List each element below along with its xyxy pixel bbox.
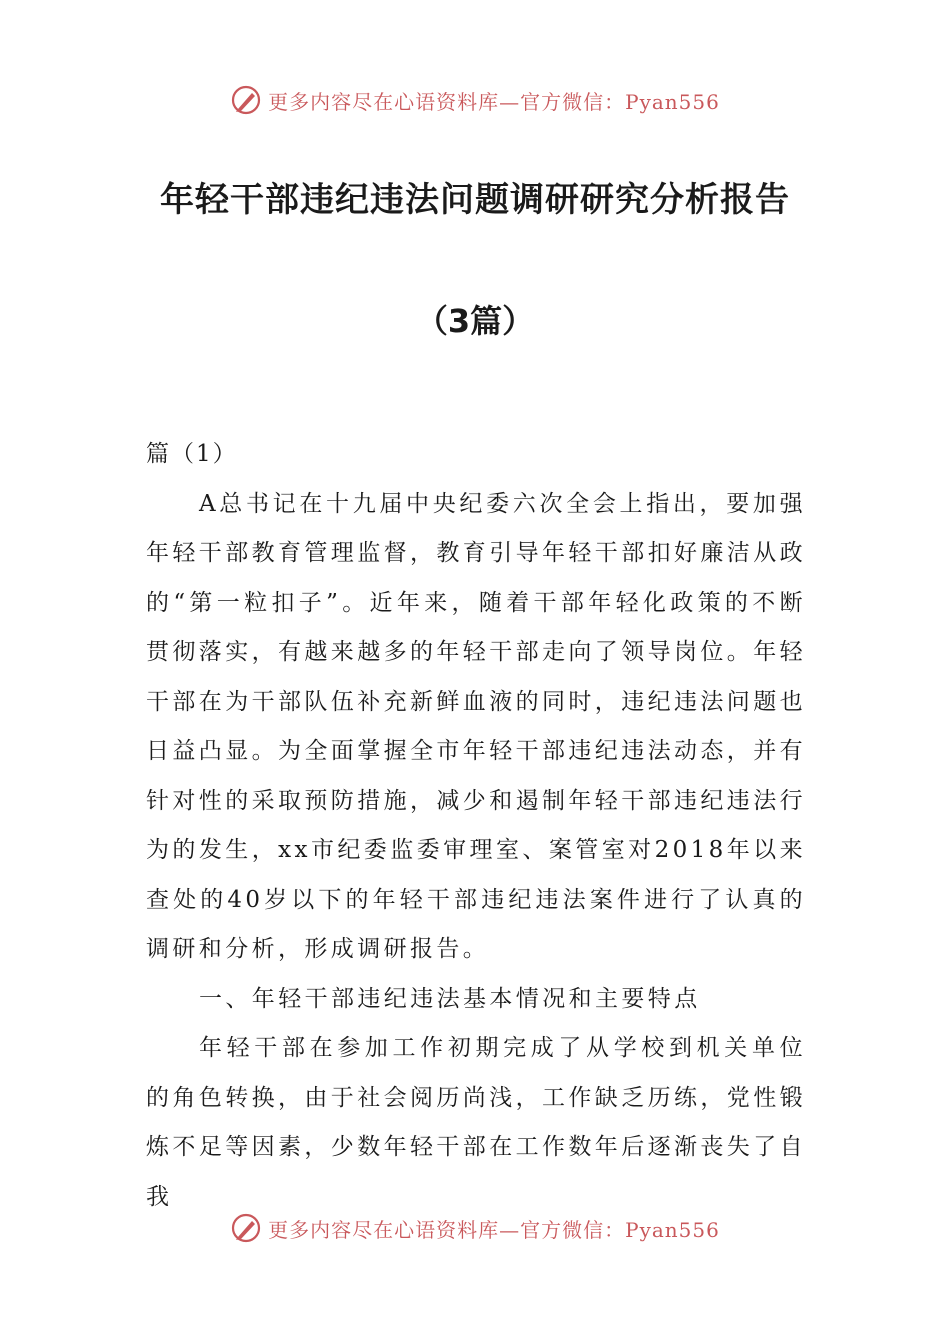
header-watermark: [0, 84, 950, 116]
watermark-text: 更多内容尽在心语资料库—官方微信：Pyan556: [268, 89, 720, 114]
watermark-text: 更多内容尽在心语资料库—官方微信：Pyan556: [268, 1217, 720, 1242]
paragraph: A总书记在十九届中央纪委六次全会上指出，要加强年轻干部教育管理监督，教育引导年轻干部扣好廉洁从政的“第一粒扣子”。近年来，随着干部年轻化政策的不断贯彻落实，有越来越多的年轻干部走向了领导岗位。年轻干部在为干部队伍补充新鲜血液的同时，违纪违法问题也日益凸显。为全面掌握全市年轻干部违纪违法动态，并有针对性的采取预防措施，减少和遏制年轻干部违纪违法行为的发生，xx市纪委监委审理室、案管室对2018年以来查处的40岁以下的年轻干部违纪违法案件进行了认真的调研和分析，形成调研报告。: [146, 490, 806, 962]
document-body: [146, 430, 806, 1222]
pen-logo-icon: [230, 84, 262, 116]
pen-logo-icon: [230, 1212, 262, 1244]
document-subtitle: （3篇）: [415, 302, 535, 340]
section-label: 篇（1）: [146, 441, 238, 467]
section-heading: 一、年轻干部违纪违法基本情况和主要特点: [199, 985, 701, 1012]
document-title: 年轻干部违纪违法问题调研研究分析报告: [160, 180, 790, 220]
paragraph: 年轻干部在参加工作初期完成了从学校到机关单位的角色转换，由于社会阅历尚浅，工作缺乏历练，党性锻炼不足等因素，少数年轻干部在工作数年后逐渐丧失了自我: [146, 1035, 806, 1210]
footer-watermark: [0, 1212, 950, 1244]
